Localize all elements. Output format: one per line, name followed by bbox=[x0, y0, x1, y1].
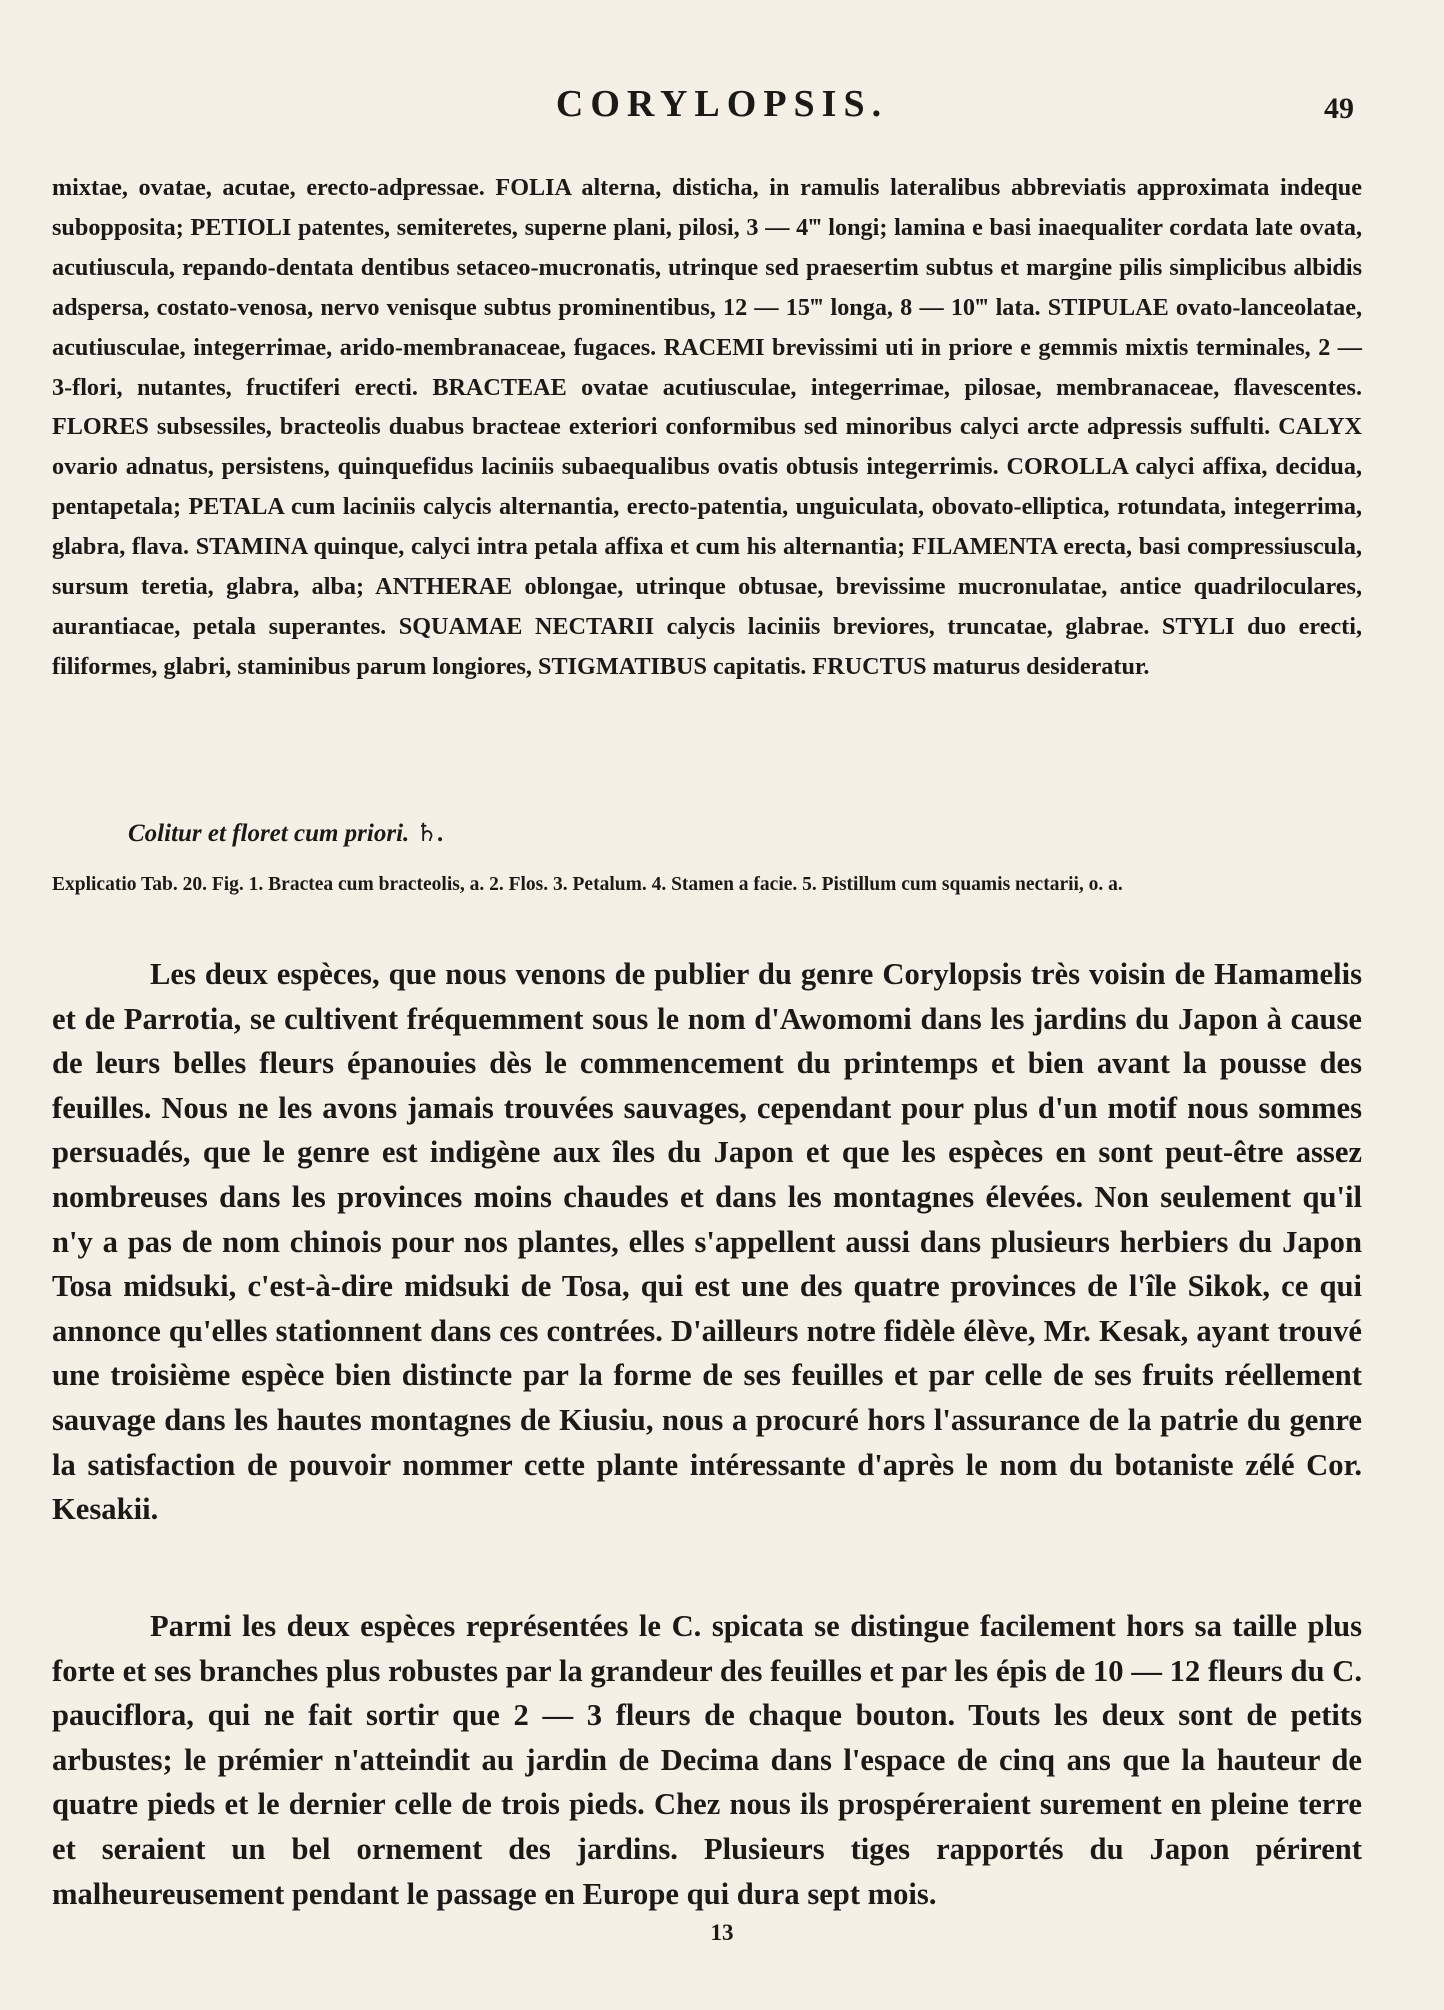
running-head: CORYLOPSIS. bbox=[555, 83, 889, 125]
french-commentary-2 bbox=[52, 1604, 1362, 1916]
french-commentary-1 bbox=[52, 952, 1362, 1532]
culture-note: Colitur et floret cum priori. ♄. bbox=[128, 820, 445, 847]
signature-mark: 13 bbox=[710, 1920, 734, 1945]
french-paragraph-1: Les deux espèces, que nous venons de publier du genre Corylopsis très voisin de Hamamelis et de Parrotia, se cultivent fréquemment sous le nom d'Awomomi dans les jardins du Japon à cause de leurs belles fleurs épanouies dès le commencement du printemps et bien avant la pousse des feuilles. Nous ne les avons jamais trouvées sauvages, cependant pour plus d'un motif nous sommes persuadés, que le genre est indigène aux îles du Japon et que les espèces en sont peut-être assez nombreuses dans les provinces moins chaudes et dans les montagnes élevées. Non seulement qu'il n'y a pas de nom chinois pour nos plantes, elles s'appellent aussi dans plusieurs herbiers du Japon Tosa midsuki, c'est-à-dire midsuki de Tosa, qui est une des quatre provinces de l'île Sikok, ce qui annonce qu'elles stationnent dans ces contrées. D'ailleurs notre fidèle élève, Mr. Kesak, ayant trouvé une troisième espèce bien distincte par la forme de ses feuilles et par celle de ses fruits réellement sauvage dans les hautes montagnes de Kiusiu, nous a procuré hors l'assurance de la patrie du genre la satisfaction de pouvoir nommer cette plante intéressante d'après le nom du botaniste zélé Cor. Kesakii. bbox=[52, 957, 1362, 1527]
french-paragraph-2: Parmi les deux espèces représentées le C. spicata se distingue facilement hors sa taille plus forte et ses branches plus robustes par la grandeur des feuilles et par les épis de 10 — 12 fleurs du C. pauciflora, qui ne fait sortir que 2 — 3 fleurs de chaque bouton. Touts les deux sont de petits arbustes; le prémier n'atteindit au jardin de Decima dans l'espace de cinq ans que la hauteur de quatre pieds et le dernier celle de trois pieds. Chez nous ils prospéreraient surement en pleine terre et seraient un bel ornement des jardins. Plusieurs tiges rapportés du Japon périrent malheureusement pendant le passage en Europe qui dura sept mois. bbox=[52, 1609, 1362, 1911]
page-number: 49 bbox=[1324, 92, 1354, 125]
plate-explanation: Explicatio Tab. 20. Fig. 1. Bractea cum bracteolis, a. 2. Flos. 3. Petalum. 4. Stamen a facie. 5. Pistillum cum squamis nectarii, o. a. bbox=[52, 874, 1123, 895]
latin-description bbox=[52, 168, 1362, 687]
latin-paragraph: mixtae, ovatae, acutae, erecto-adpressae. FOLIA alterna, disticha, in ramulis lateralibus abbreviatis approximata indeque subopposita; PETIOLI patentes, semiteretes, superne plani, pilosi, 3 — 4‴ longi; lamina e basi inaequaliter cordata late ovata, acutiuscula, repando-dentata dentibus setaceo-mucronatis, utrinque sed praesertim subtus et margine pilis simplicibus albidis adspersa, costato-venosa, nervo venisque subtus prominentibus, 12 — 15‴ longa, 8 — 10‴ lata. STIPULAE ovato-lanceolatae, acutiusculae, integerrimae, arido-membranaceae, fugaces. RACEMI brevissimi uti in priore e gemmis mixtis terminales, 2 — 3-flori, nutantes, fructiferi erecti. BRACTEAE ovatae acutiusculae, integerrimae, pilosae, membranaceae, flavescentes. FLORES subsessiles, bracteolis duabus bracteae exteriori conformibus sed minoribus calyci arcte adpressis suffulti. CALYX ovario adnatus, persistens, quinquefidus laciniis subaequalibus ovatis obtusis integerrimis. COROLLA calyci affixa, decidua, pentapetala; PETALA cum laciniis calycis alternantia, erecto-patentia, unguiculata, obovato-elliptica, rotundata, integerrima, glabra, flava. STAMINA quinque, calyci intra petala affixa et cum his alternantia; FILAMENTA erecta, basi compressiuscula, sursum teretia, glabra, alba; ANTHERAE oblongae, utrinque obtusae, brevissime mucronulatae, antice quadriloculares, aurantiacae, petala superantes. SQUAMAE NECTARII calycis laciniis breviores, truncatae, glabrae. STYLI duo erecti, filiformes, glabri, staminibus parum longiores, STIGMATIBUS capitatis. FRUCTUS maturus desideratur. bbox=[52, 174, 1362, 680]
